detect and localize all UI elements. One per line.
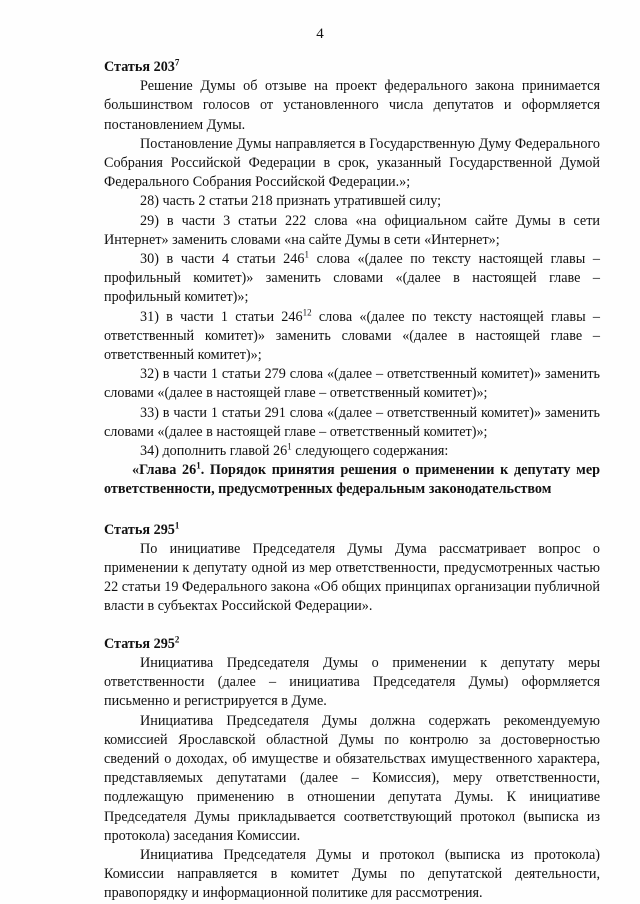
- amendment-item-30: 30) в части 4 статьи $246^1$ слова «(далее по тексту настоящей главы – профильный комитет)» заменить словами «(далее в настоящей главе – профильный комитет)»;: [104, 249, 600, 306]
- document-body: [104, 58, 600, 904]
- amendment-item-29: 29) в части 3 статьи 222 слова «на официальном сайте Думы в сети Интернет» заменить словами «на сайте Думы в сети «Интернет»;: [104, 212, 600, 248]
- amendment-item-31: 31) в части 1 статьи $246^{12}$ слова «(далее по тексту настоящей главы – ответственный комитет)» заменить словами «(далее в настоящей главе – ответственный комитет)»;: [104, 306, 600, 364]
- page-number: 4: [316, 26, 324, 42]
- article-295-2-paragraph-2: Инициатива Председателя Думы должна содержать рекомендуемую комиссией Ярославской областной Думы по контролю за достоверностью сведений о доходах, об имуществе и обязательствах имущественного характера, представляемых депутатами (далее – Комиссия), меру ответственности, подлежащую применению в отношении депутата Думы. К инициативе Председателя Думы прикладывается соответствующий протокол (выписка из протокола) заседания Комиссии.: [104, 712, 600, 844]
- chapter-26-1-heading: «Глава $26^1$. Порядок принятия решения о применении к депутату мер ответственности, предусмотренных федеральным законодательством: [104, 460, 601, 498]
- amendment-item-32: 32) в части 1 статьи 279 слова «(далее – ответственный комитет)» заменить словами «(далее в настоящей главе – ответственный комитет)»;: [104, 366, 600, 402]
- article-295-2-paragraph-1: Инициатива Председателя Думы о применении к депутату меры ответственности (далее – инициатива Председателя Думы) оформляется письменно и регистрируется в Думе.: [104, 654, 600, 710]
- article-295-1-heading: Статья $295^1$: [104, 519, 180, 538]
- article-203-7-heading: Статья $203^7$: [104, 57, 180, 75]
- article-203-7-paragraph-1: Решение Думы об отзыве на проект федерального закона принимается большинством голосов от установленного числа депутатов и оформляется постановлением Думы.: [104, 78, 600, 133]
- article-295-2-heading: Статья $295^2$: [104, 633, 180, 652]
- amendment-item-28: 28) часть 2 статьи 218 признать утратившей силу;: [140, 193, 442, 210]
- amendment-item-33: 33) в части 1 статьи 291 слова «(далее – ответственный комитет)» заменить словами «(далее в настоящей главе – ответственный комитет)»;: [104, 404, 600, 440]
- spacer: [104, 617, 600, 635]
- amendment-item-34: 34) дополнить главой $26^1$ следующего содержания:: [140, 441, 449, 460]
- article-203-7-paragraph-2: Постановление Думы направляется в Государственную Думу Федерального Собрания Российской Федерации в срок, указанный Государственной Думой Федерального Собрания Российской Федерации.»;: [104, 135, 600, 191]
- article-295-2-paragraph-3: Инициатива Председателя Думы и протокол (выписка из протокола) Комиссии направляется в комитет Думы по депутатской деятельности, правопорядку и информационной политике для рассмотрения.: [104, 846, 600, 902]
- article-295-1-paragraph-1: По инициативе Председателя Думы Дума рассматривает вопрос о применении к депутату одной из мер ответственности, предусмотренных частью 22 статьи 19 Федерального закона «Об общих принципах организации публичной власти в субъектах Российской Федерации».: [104, 540, 600, 615]
- spacer: [104, 500, 600, 521]
